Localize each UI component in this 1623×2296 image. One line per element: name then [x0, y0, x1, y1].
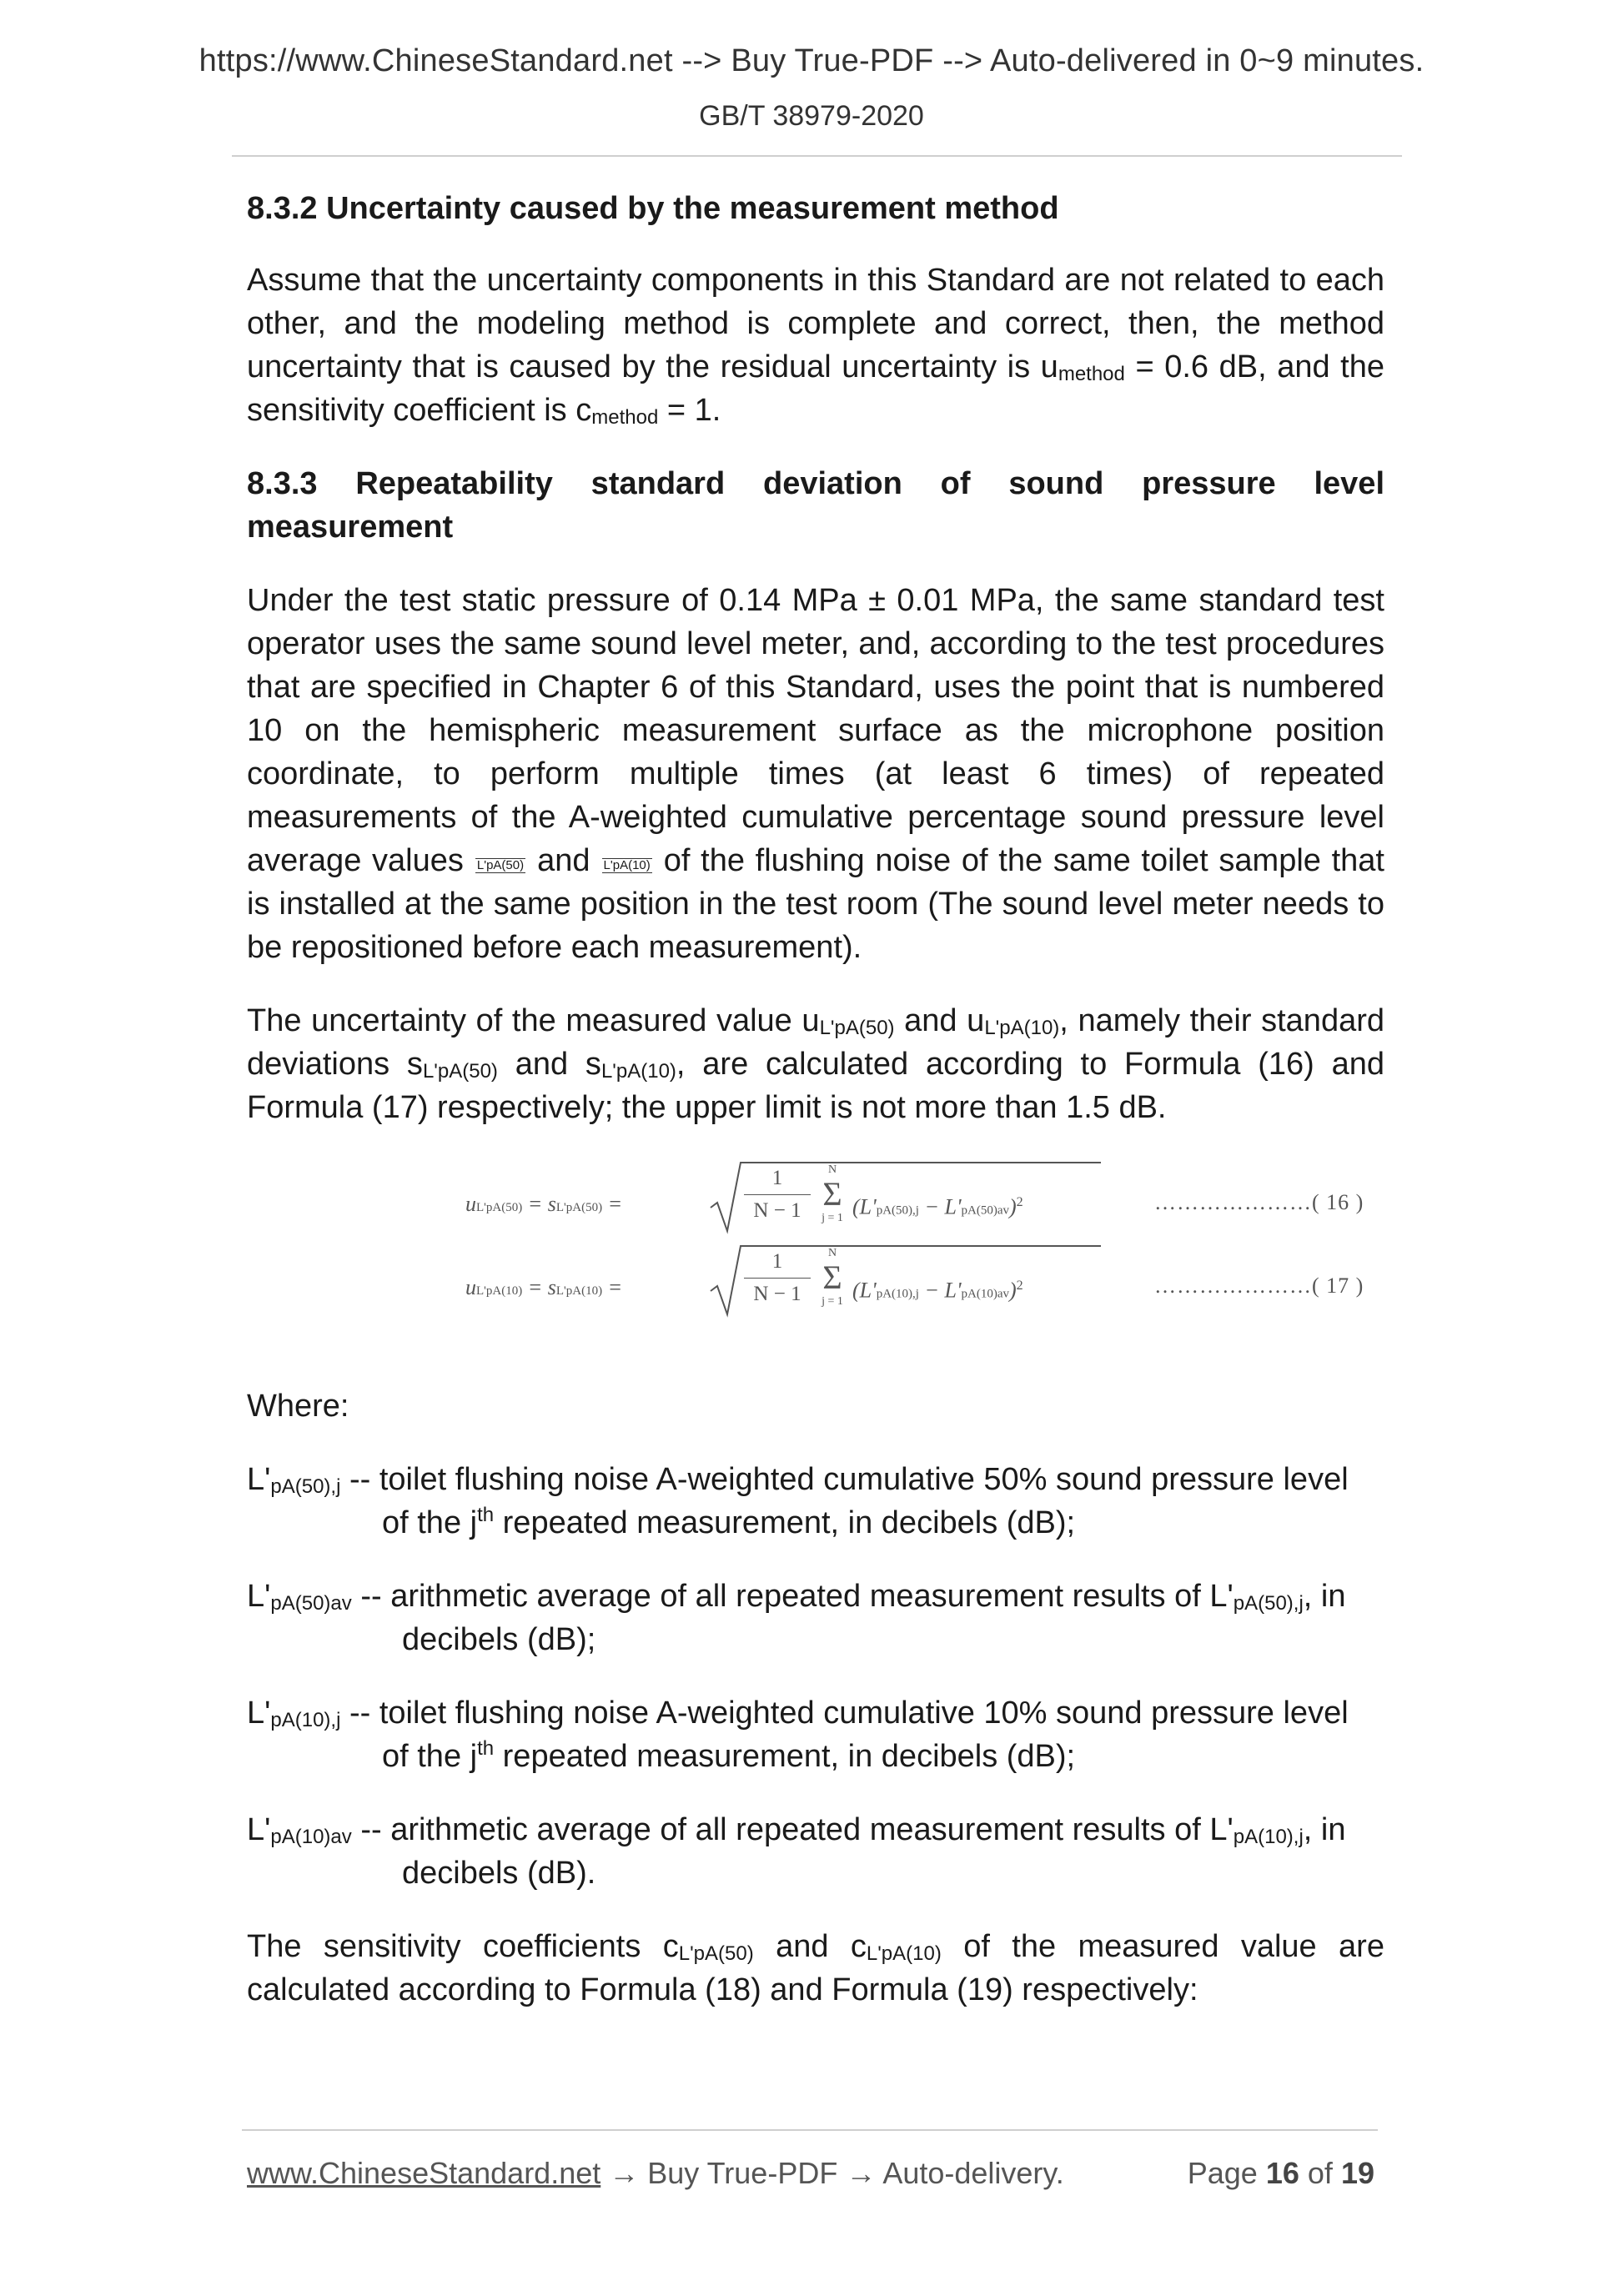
- page-footer: [247, 2156, 1384, 2191]
- definition-l10av: $L'_{pA(10)av}$ -- arithmetic average of all repeated measurement results of $L'_{pA(10),j}$, in decibels (dB).: [247, 1812, 1346, 1891]
- formula-term: $(L'pA(10),j - L'pA(10)av)^2$: [852, 1278, 1023, 1303]
- definition-l50av: $L'_{pA(50)av}$ -- arithmetic average of all repeated measurement results of $L'_{pA(50),j}$, in decibels (dB);: [247, 1579, 1346, 1657]
- paragraph-standard-deviations: The uncertainty of the measured value $u_{L'pA(50)}$ and $u_{L'pA(10)}$, namely their standard deviations $s_{L'pA(50)}$ and $s_{L'pA(10)}$, are calculated according to Formula (16) and Formula (17) respectively; the upper limit is not more than 1.5 dB.: [247, 1003, 1384, 1125]
- formula-lhs: uL'pA(10) = sL'pA(10) =: [465, 1275, 623, 1299]
- formula-term: $(L'pA(50),j - L'pA(50)av)^2$: [852, 1194, 1023, 1219]
- formula-lhs: uL'pA(50) = sL'pA(50) =: [465, 1192, 623, 1216]
- formula-16: [465, 1159, 1391, 1236]
- section-heading-8-3-3: 8.3.3 Repeatability standard deviation of sound pressure level measurement: [247, 466, 1384, 545]
- footer-divider: [242, 2129, 1378, 2131]
- formula-17: [465, 1243, 1391, 1319]
- definition-l50j: $L'_{pA(50),j}$ -- toilet flushing noise A-weighted cumulative 50% sound pressure level of the $j^{th}$ repeated measurement, in decibels (dB);: [247, 1462, 1349, 1540]
- paragraph-method-uncertainty: Assume that the uncertainty components in this Standard are not related to each other, and the modeling method is complete and correct, then, the method uncertainty that is caused by the residual uncertainty is $u_{method} = 0.6$ dB, and the sensitivity coefficient is $c_{method} = 1$.: [247, 263, 1384, 429]
- footer-site-link[interactable]: www.ChineseStandard.net: [247, 2156, 601, 2190]
- header-divider: [232, 155, 1402, 157]
- formula-number: …………………( 17 ): [1154, 1274, 1364, 1298]
- formula-block: [247, 1159, 1384, 1359]
- summation: N Σ j = 1: [822, 1163, 843, 1224]
- summation: N Σ j = 1: [822, 1247, 843, 1308]
- definition-l10j: $L'_{pA(10),j}$ -- toilet flushing noise A-weighted cumulative 10% sound pressure level of the $j^{th}$ repeated measurement, in decibels (dB);: [247, 1696, 1349, 1774]
- inline-symbol-l50: L'pA(50): [476, 858, 525, 872]
- fraction: 1 N − 1: [744, 1164, 811, 1225]
- section-heading-8-3-2: 8.3.2 Uncertainty caused by the measurement method: [247, 191, 1059, 226]
- footer-tagline: → Buy True-PDF → Auto-delivery.: [600, 2156, 1064, 2190]
- inline-symbol-l10: L'pA(10): [603, 858, 651, 872]
- paragraph-sensitivity-coefficients: The sensitivity coefficients $c_{L'pA(50)}$ and $c_{L'pA(10)}$ of the measured value are calculated according to Formula (18) and Formula (19) respectively:: [247, 1929, 1384, 2007]
- fraction: 1 N − 1: [744, 1248, 811, 1309]
- page-indicator: Page 16 of 19: [1187, 2156, 1374, 2190]
- paragraph-test-procedure: Under the test static pressure of 0.14 MPa ± 0.01 MPa, the same standard test operator uses the same sound level meter, and, according to the test procedures that are specified in Chapter 6 of this Standard, uses the point that is numbered 10 on the hemispheric measurement surface as the microphone position coordinate, to perform multiple times (at least 6 times) of repeated measurements of the A-weighted cumulative percentage sound pressure level average values L'pA(50) and L'pA(10) of the flushing noise of the same toilet sample that is installed at the same position in the test room (The sound level meter needs to be repositioned before each measurement).: [247, 583, 1384, 965]
- standard-code: GB/T 38979-2020: [699, 100, 924, 132]
- where-label: Where:: [247, 1389, 349, 1424]
- formula-number: …………………( 16 ): [1154, 1190, 1364, 1214]
- page-content: [247, 187, 1384, 2042]
- top-banner-link[interactable]: https://www.ChineseStandard.net --> Buy True-PDF --> Auto-delivered in 0~9 minutes.: [198, 43, 1425, 78]
